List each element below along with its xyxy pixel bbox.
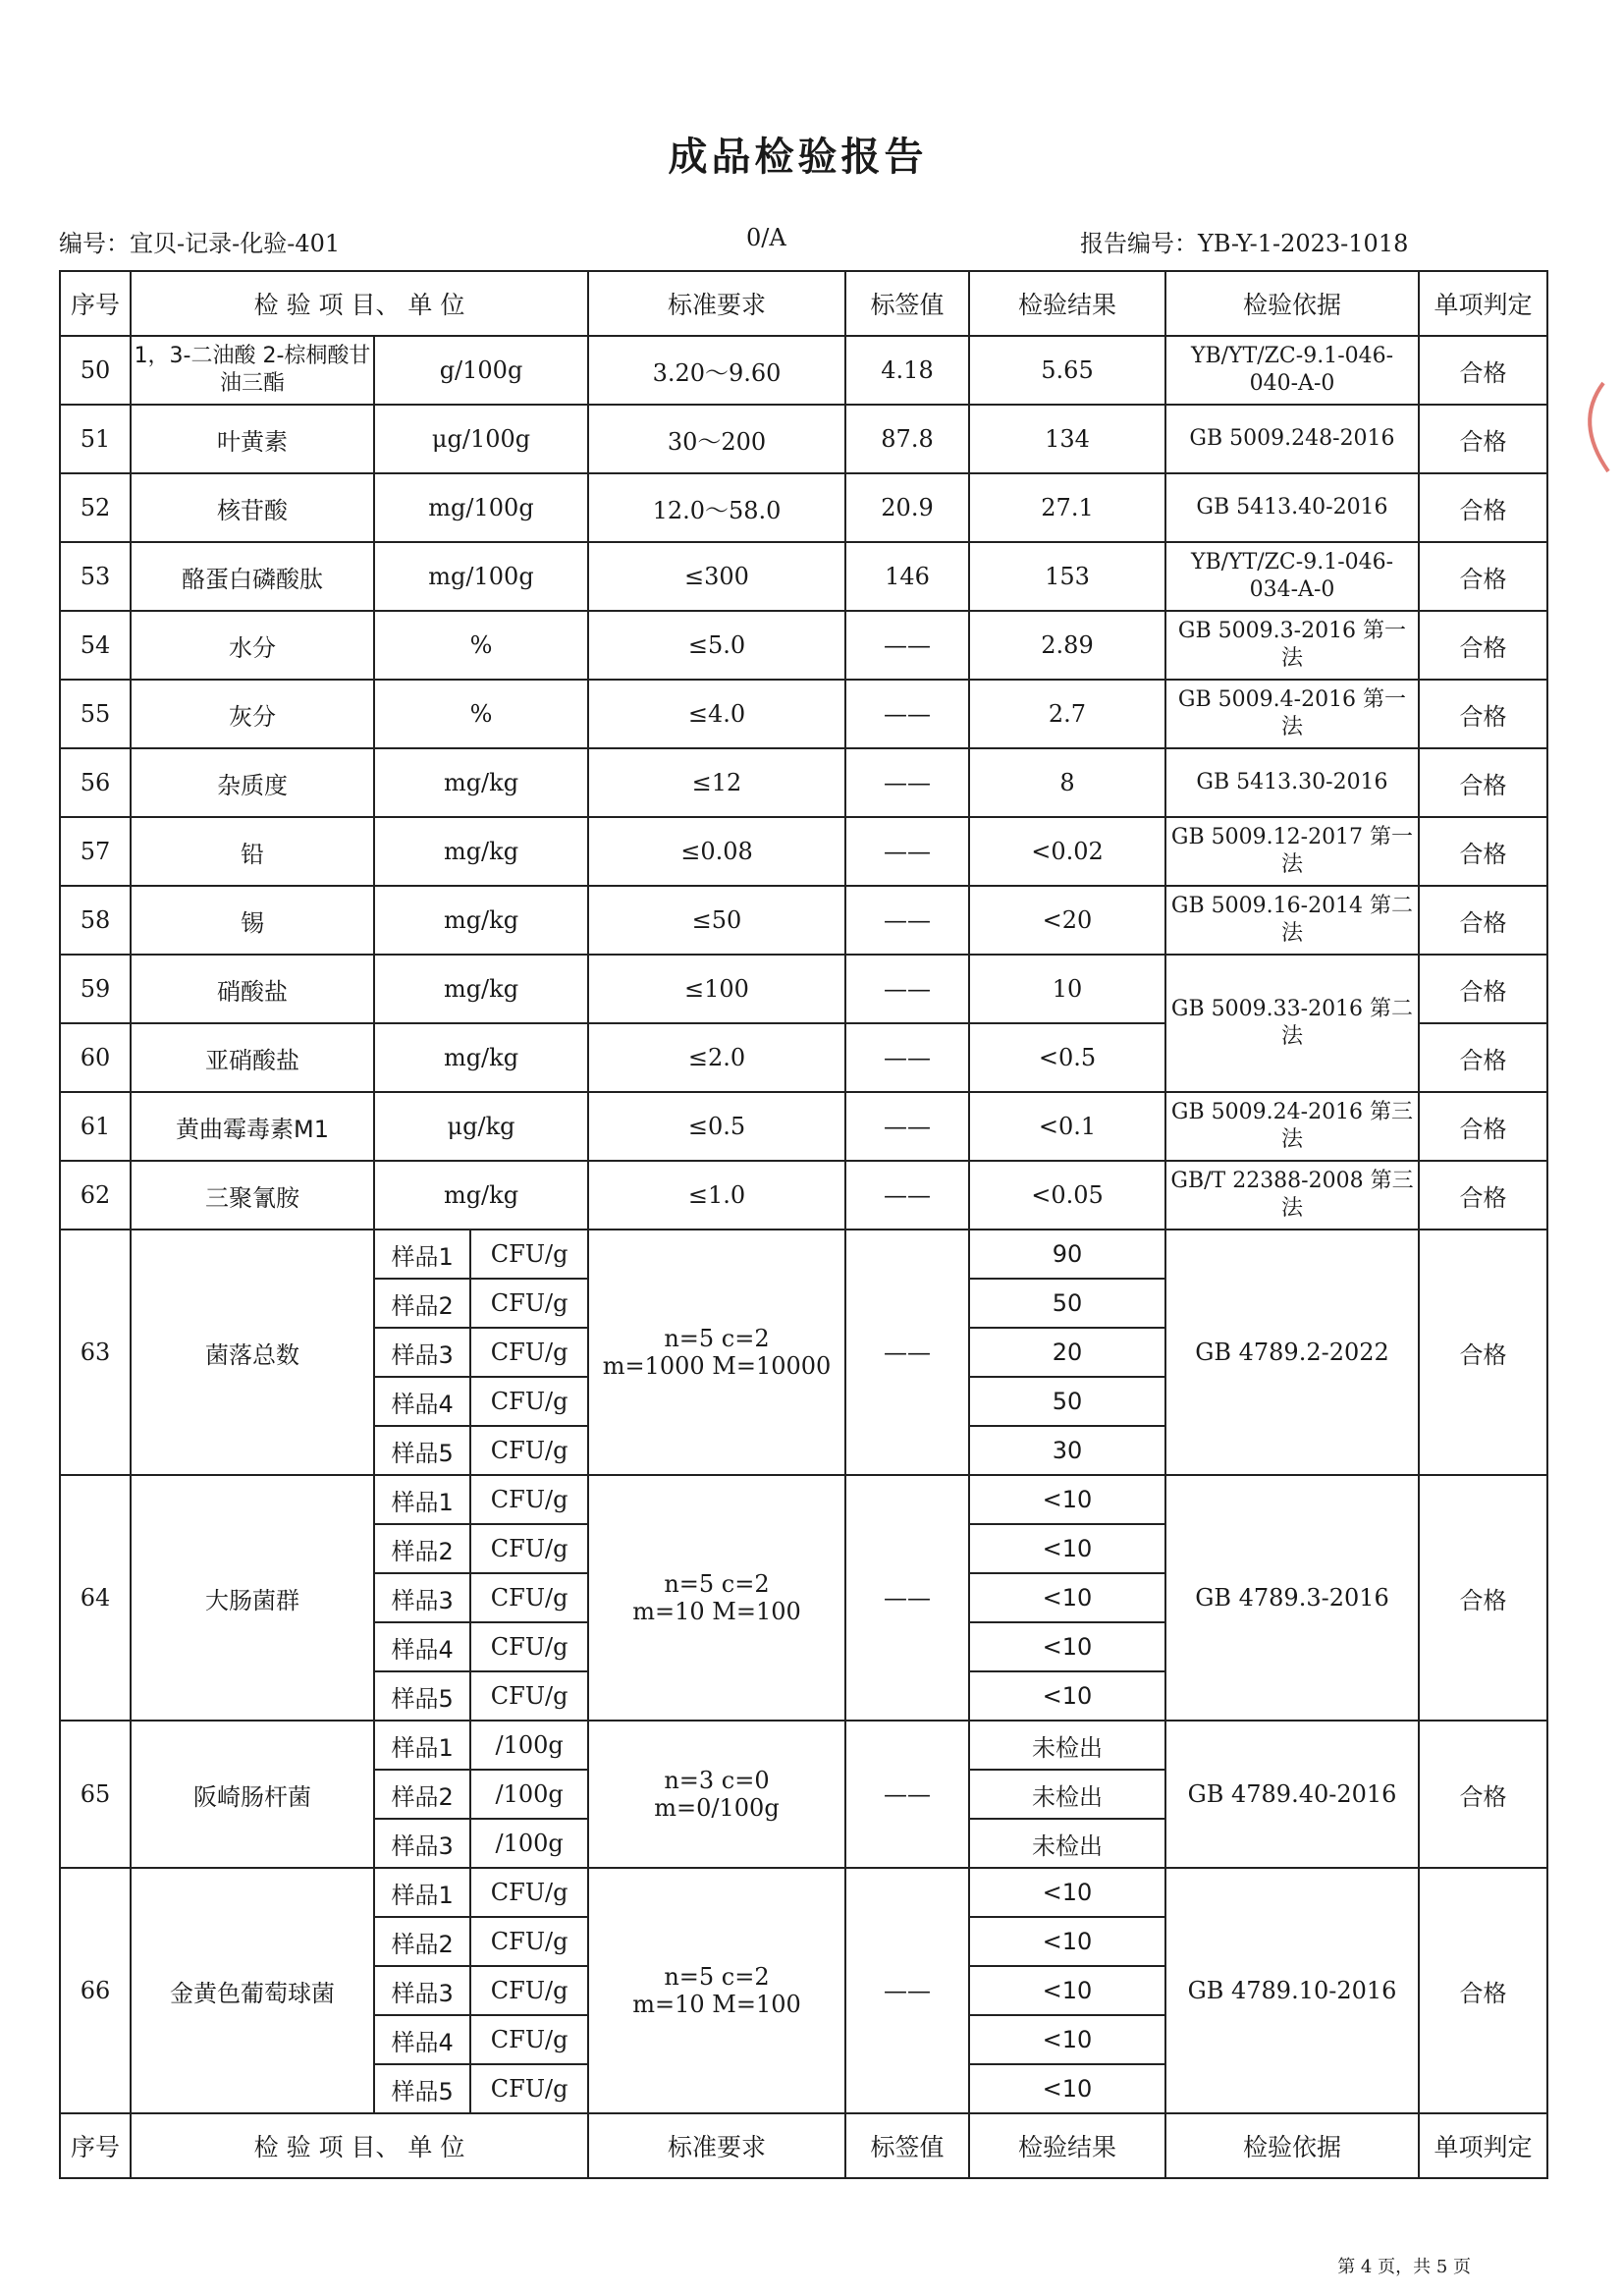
sample-wrap bbox=[375, 1722, 587, 1769]
sample-result: <10 bbox=[969, 2064, 1165, 2113]
table-header-row-bottom bbox=[60, 2113, 1547, 2178]
sample-cell bbox=[374, 1573, 588, 1622]
verdict: 合格 bbox=[1419, 1023, 1547, 1092]
sample-wrap bbox=[375, 1820, 587, 1867]
verdict: 合格 bbox=[1419, 680, 1547, 748]
column-header: 单项判定 bbox=[1419, 2113, 1547, 2178]
verdict: 合格 bbox=[1419, 473, 1547, 542]
label-value: —— bbox=[845, 1161, 969, 1230]
test-item: 灰分 bbox=[131, 680, 374, 748]
sample-name: 样品1 bbox=[375, 1476, 471, 1523]
sample-cell bbox=[374, 1475, 588, 1524]
row-number: 54 bbox=[60, 611, 131, 680]
sample-unit: CFU/g bbox=[490, 1388, 568, 1415]
sample-result: 50 bbox=[969, 1377, 1165, 1426]
table-row bbox=[60, 405, 1547, 473]
test-unit: mg/kg bbox=[374, 1161, 588, 1230]
requirement-line-1: n=5 c=2 bbox=[664, 1325, 770, 1352]
sample-unit: CFU/g bbox=[490, 1682, 568, 1710]
row-number: 55 bbox=[60, 680, 131, 748]
label-value: 4.18 bbox=[845, 336, 969, 405]
verdict: 合格 bbox=[1419, 405, 1547, 473]
table-row bbox=[60, 473, 1547, 542]
row-number: 66 bbox=[60, 1868, 131, 2113]
test-item: 酪蛋白磷酸肽 bbox=[131, 542, 374, 611]
test-method: GB 4789.40-2016 bbox=[1165, 1721, 1419, 1868]
sample-unit: CFU/g bbox=[490, 1584, 568, 1612]
test-unit: mg/kg bbox=[374, 817, 588, 886]
standard-requirement: ≤0.08 bbox=[588, 817, 845, 886]
sample-result: 30 bbox=[969, 1426, 1165, 1475]
column-header: 检验结果 bbox=[969, 271, 1165, 336]
sample-unit: CFU/g bbox=[490, 1486, 568, 1513]
row-number: 57 bbox=[60, 817, 131, 886]
verdict: 合格 bbox=[1419, 1161, 1547, 1230]
sample-cell bbox=[374, 1230, 588, 1279]
test-method: GB 5009.4-2016 第一法 bbox=[1165, 680, 1419, 748]
version-number: 0/A bbox=[746, 224, 786, 251]
requirement-line-1: n=5 c=2 bbox=[664, 1963, 770, 1991]
test-item: 菌落总数 bbox=[131, 1230, 374, 1475]
verdict: 合格 bbox=[1419, 1092, 1547, 1161]
column-header: 序号 bbox=[60, 271, 131, 336]
sample-unit: /100g bbox=[495, 1830, 564, 1857]
test-unit: % bbox=[374, 680, 588, 748]
sample-unit: CFU/g bbox=[490, 1289, 568, 1317]
test-method: GB 4789.2-2022 bbox=[1165, 1230, 1419, 1475]
red-stamp-mark bbox=[1564, 363, 1623, 501]
test-unit: mg/100g bbox=[374, 542, 588, 611]
row-number: 56 bbox=[60, 748, 131, 817]
sample-cell bbox=[374, 1917, 588, 1966]
column-header: 标签值 bbox=[845, 271, 969, 336]
test-item: 水分 bbox=[131, 611, 374, 680]
sample-cell bbox=[374, 1377, 588, 1426]
sample-wrap bbox=[375, 1329, 587, 1376]
sample-unit: CFU/g bbox=[490, 1879, 568, 1906]
sample-cell bbox=[374, 1328, 588, 1377]
sample-cell bbox=[374, 1868, 588, 1917]
label-value: —— bbox=[845, 680, 969, 748]
standard-requirement: ≤4.0 bbox=[588, 680, 845, 748]
table-row bbox=[60, 1868, 1547, 1917]
sample-result: <10 bbox=[969, 1671, 1165, 1721]
sample-wrap bbox=[375, 1476, 587, 1523]
sample-name: 样品3 bbox=[375, 1967, 471, 2014]
sample-result: 90 bbox=[969, 1230, 1165, 1279]
sample-wrap bbox=[375, 1918, 587, 1965]
column-header: 检 验 项 目、 单 位 bbox=[131, 2113, 588, 2178]
column-header: 标准要求 bbox=[588, 271, 845, 336]
test-item: 大肠菌群 bbox=[131, 1475, 374, 1721]
row-number: 50 bbox=[60, 336, 131, 405]
sample-wrap bbox=[375, 2016, 587, 2063]
standard-requirement: 3.20～9.60 bbox=[588, 336, 845, 405]
sample-wrap bbox=[375, 1869, 587, 1916]
standard-requirement: ≤300 bbox=[588, 542, 845, 611]
sample-cell bbox=[374, 1524, 588, 1573]
inspection-table bbox=[59, 270, 1548, 2179]
verdict: 合格 bbox=[1419, 611, 1547, 680]
standard-requirement: ≤100 bbox=[588, 955, 845, 1023]
label-value: 146 bbox=[845, 542, 969, 611]
sample-cell bbox=[374, 1721, 588, 1770]
page-title: 成品检验报告 bbox=[668, 135, 928, 180]
page-footer: 第 4 页，共 5 页 bbox=[1337, 2257, 1471, 2277]
sample-name: 样品2 bbox=[375, 1525, 471, 1572]
test-result: <0.05 bbox=[969, 1161, 1165, 1230]
row-number: 60 bbox=[60, 1023, 131, 1092]
label-value: —— bbox=[845, 748, 969, 817]
standard-requirement bbox=[588, 1475, 845, 1721]
verdict: 合格 bbox=[1419, 955, 1547, 1023]
sample-wrap bbox=[375, 1672, 587, 1720]
test-result: 2.7 bbox=[969, 680, 1165, 748]
sample-result: <10 bbox=[969, 1524, 1165, 1573]
sample-name: 样品4 bbox=[375, 1623, 471, 1670]
sample-wrap bbox=[375, 1280, 587, 1327]
sample-name: 样品2 bbox=[375, 1918, 471, 1965]
sample-wrap bbox=[375, 1230, 587, 1278]
column-header: 标签值 bbox=[845, 2113, 969, 2178]
requirement-line-1: n=3 c=0 bbox=[664, 1767, 770, 1794]
sample-result: <10 bbox=[969, 1868, 1165, 1917]
sample-result: 未检出 bbox=[969, 1721, 1165, 1770]
sample-unit: CFU/g bbox=[490, 1977, 568, 2004]
standard-requirement: 12.0～58.0 bbox=[588, 473, 845, 542]
verdict: 合格 bbox=[1419, 1721, 1547, 1868]
test-method: GB 5009.24-2016 第三法 bbox=[1165, 1092, 1419, 1161]
sample-name: 样品5 bbox=[375, 1427, 471, 1474]
verdict: 合格 bbox=[1419, 336, 1547, 405]
column-header: 检验依据 bbox=[1165, 2113, 1419, 2178]
row-number: 53 bbox=[60, 542, 131, 611]
test-item: 杂质度 bbox=[131, 748, 374, 817]
test-method: GB 5009.248-2016 bbox=[1165, 405, 1419, 473]
test-method: GB 5009.33-2016 第二法 bbox=[1165, 955, 1419, 1092]
test-result: <0.02 bbox=[969, 817, 1165, 886]
sample-unit: CFU/g bbox=[490, 1437, 568, 1464]
column-header: 单项判定 bbox=[1419, 271, 1547, 336]
test-item: 叶黄素 bbox=[131, 405, 374, 473]
standard-requirement: ≤0.5 bbox=[588, 1092, 845, 1161]
test-item: 硝酸盐 bbox=[131, 955, 374, 1023]
sample-unit: CFU/g bbox=[490, 2075, 568, 2103]
test-result: 2.89 bbox=[969, 611, 1165, 680]
table-row bbox=[60, 955, 1547, 1023]
test-item: 亚硝酸盐 bbox=[131, 1023, 374, 1092]
sample-wrap bbox=[375, 1623, 587, 1670]
sample-cell bbox=[374, 1819, 588, 1868]
sample-cell bbox=[374, 1622, 588, 1671]
test-unit: μg/kg bbox=[374, 1092, 588, 1161]
label-value: —— bbox=[845, 1721, 969, 1868]
row-number: 61 bbox=[60, 1092, 131, 1161]
test-unit: μg/100g bbox=[374, 405, 588, 473]
sample-cell bbox=[374, 1426, 588, 1475]
sample-name: 样品1 bbox=[375, 1230, 471, 1278]
sample-result: <10 bbox=[969, 1966, 1165, 2015]
column-header: 标准要求 bbox=[588, 2113, 845, 2178]
table-row bbox=[60, 886, 1547, 955]
report-number: 报告编号：YB-Y-1-2023-1018 bbox=[1080, 230, 1409, 257]
row-number: 63 bbox=[60, 1230, 131, 1475]
test-result: 10 bbox=[969, 955, 1165, 1023]
test-method: GB 5413.40-2016 bbox=[1165, 473, 1419, 542]
column-header: 序号 bbox=[60, 2113, 131, 2178]
label-value: 87.8 bbox=[845, 405, 969, 473]
verdict: 合格 bbox=[1419, 1475, 1547, 1721]
label-value: —— bbox=[845, 1230, 969, 1475]
test-result: 153 bbox=[969, 542, 1165, 611]
sample-wrap bbox=[375, 1427, 587, 1474]
table-row bbox=[60, 542, 1547, 611]
row-number: 65 bbox=[60, 1721, 131, 1868]
sample-unit: /100g bbox=[495, 1780, 564, 1808]
test-method: GB/T 22388-2008 第三法 bbox=[1165, 1161, 1419, 1230]
table-row bbox=[60, 1230, 1547, 1279]
sample-name: 样品2 bbox=[375, 1280, 471, 1327]
record-number: 编号：宜贝-记录-化验-401 bbox=[59, 230, 341, 257]
sample-cell bbox=[374, 1279, 588, 1328]
sample-result: 未检出 bbox=[969, 1770, 1165, 1819]
standard-requirement bbox=[588, 1230, 845, 1475]
label-value: —— bbox=[845, 1868, 969, 2113]
test-method: YB/YT/ZC-9.1-046-040-A-0 bbox=[1165, 336, 1419, 405]
label-value: 20.9 bbox=[845, 473, 969, 542]
test-result: <0.1 bbox=[969, 1092, 1165, 1161]
standard-requirement: ≤2.0 bbox=[588, 1023, 845, 1092]
test-method: GB 5009.16-2014 第二法 bbox=[1165, 886, 1419, 955]
test-item: 黄曲霉毒素M1 bbox=[131, 1092, 374, 1161]
test-item: 1，3-二油酸 2-棕桐酸甘油三酯 bbox=[131, 336, 374, 405]
test-item: 铅 bbox=[131, 817, 374, 886]
test-method: GB 4789.3-2016 bbox=[1165, 1475, 1419, 1721]
requirement-line-2: m=10 M=100 bbox=[632, 1598, 801, 1625]
table-row bbox=[60, 611, 1547, 680]
test-item: 金黄色葡萄球菌 bbox=[131, 1868, 374, 2113]
test-method: GB 5413.30-2016 bbox=[1165, 748, 1419, 817]
row-number: 62 bbox=[60, 1161, 131, 1230]
label-value: —— bbox=[845, 1023, 969, 1092]
sample-result: 未检出 bbox=[969, 1819, 1165, 1868]
sample-unit: CFU/g bbox=[490, 2026, 568, 2053]
label-value: —— bbox=[845, 886, 969, 955]
standard-requirement bbox=[588, 1868, 845, 2113]
sample-result: <10 bbox=[969, 2015, 1165, 2064]
verdict: 合格 bbox=[1419, 817, 1547, 886]
sample-result: 20 bbox=[969, 1328, 1165, 1377]
sample-name: 样品2 bbox=[375, 1771, 471, 1818]
standard-requirement: ≤5.0 bbox=[588, 611, 845, 680]
requirement-line-1: n=5 c=2 bbox=[664, 1570, 770, 1598]
test-item: 核苷酸 bbox=[131, 473, 374, 542]
sample-unit: /100g bbox=[495, 1731, 564, 1759]
test-method: GB 5009.3-2016 第一法 bbox=[1165, 611, 1419, 680]
row-number: 51 bbox=[60, 405, 131, 473]
test-method: YB/YT/ZC-9.1-046-034-A-0 bbox=[1165, 542, 1419, 611]
standard-requirement bbox=[588, 1721, 845, 1868]
row-number: 52 bbox=[60, 473, 131, 542]
table-row bbox=[60, 1475, 1547, 1524]
test-item: 三聚氰胺 bbox=[131, 1161, 374, 1230]
label-value: —— bbox=[845, 1092, 969, 1161]
sample-name: 样品1 bbox=[375, 1869, 471, 1916]
verdict: 合格 bbox=[1419, 1230, 1547, 1475]
table-row bbox=[60, 817, 1547, 886]
test-unit: mg/100g bbox=[374, 473, 588, 542]
test-result: 5.65 bbox=[969, 336, 1165, 405]
sample-wrap bbox=[375, 1574, 587, 1621]
row-number: 59 bbox=[60, 955, 131, 1023]
table-row bbox=[60, 1161, 1547, 1230]
sample-cell bbox=[374, 2064, 588, 2113]
test-method: GB 4789.10-2016 bbox=[1165, 1868, 1419, 2113]
standard-requirement: ≤50 bbox=[588, 886, 845, 955]
sample-wrap bbox=[375, 1967, 587, 2014]
test-unit: mg/kg bbox=[374, 886, 588, 955]
row-number: 58 bbox=[60, 886, 131, 955]
requirement-line-2: m=0/100g bbox=[654, 1794, 780, 1822]
test-result: <20 bbox=[969, 886, 1165, 955]
sample-cell bbox=[374, 2015, 588, 2064]
test-item: 阪崎肠杆菌 bbox=[131, 1721, 374, 1868]
table-row bbox=[60, 1092, 1547, 1161]
label-value: —— bbox=[845, 1475, 969, 1721]
test-method: GB 5009.12-2017 第一法 bbox=[1165, 817, 1419, 886]
standard-requirement: ≤1.0 bbox=[588, 1161, 845, 1230]
test-item: 锡 bbox=[131, 886, 374, 955]
requirement-line-2: m=10 M=100 bbox=[632, 1991, 801, 2018]
sample-name: 样品5 bbox=[375, 1672, 471, 1720]
sample-result: <10 bbox=[969, 1917, 1165, 1966]
verdict: 合格 bbox=[1419, 886, 1547, 955]
sample-cell bbox=[374, 1671, 588, 1721]
label-value: —— bbox=[845, 817, 969, 886]
label-value: —— bbox=[845, 611, 969, 680]
sample-name: 样品1 bbox=[375, 1722, 471, 1769]
sample-name: 样品4 bbox=[375, 1378, 471, 1425]
column-header: 检验结果 bbox=[969, 2113, 1165, 2178]
sample-result: 50 bbox=[969, 1279, 1165, 1328]
table-row bbox=[60, 748, 1547, 817]
table-row bbox=[60, 1721, 1547, 1770]
label-value: —— bbox=[845, 955, 969, 1023]
test-result: <0.5 bbox=[969, 1023, 1165, 1092]
requirement-line-2: m=1000 M=10000 bbox=[602, 1352, 832, 1380]
sample-name: 样品3 bbox=[375, 1820, 471, 1867]
test-unit: g/100g bbox=[374, 336, 588, 405]
sample-wrap bbox=[375, 1525, 587, 1572]
sample-wrap bbox=[375, 1378, 587, 1425]
test-result: 27.1 bbox=[969, 473, 1165, 542]
sample-unit: CFU/g bbox=[490, 1928, 568, 1955]
test-unit: mg/kg bbox=[374, 1023, 588, 1092]
test-result: 8 bbox=[969, 748, 1165, 817]
sample-name: 样品5 bbox=[375, 2065, 471, 2112]
test-unit: % bbox=[374, 611, 588, 680]
sample-wrap bbox=[375, 1771, 587, 1818]
test-result: 134 bbox=[969, 405, 1165, 473]
sample-cell bbox=[374, 1770, 588, 1819]
sample-result: <10 bbox=[969, 1622, 1165, 1671]
sample-unit: CFU/g bbox=[490, 1339, 568, 1366]
standard-requirement: ≤12 bbox=[588, 748, 845, 817]
sample-name: 样品3 bbox=[375, 1574, 471, 1621]
sample-unit: CFU/g bbox=[490, 1240, 568, 1268]
table-row bbox=[60, 336, 1547, 405]
column-header: 检验依据 bbox=[1165, 271, 1419, 336]
test-unit: mg/kg bbox=[374, 748, 588, 817]
sample-name: 样品3 bbox=[375, 1329, 471, 1376]
verdict: 合格 bbox=[1419, 1868, 1547, 2113]
column-header: 检 验 项 目、 单 位 bbox=[131, 271, 588, 336]
row-number: 64 bbox=[60, 1475, 131, 1721]
table-row bbox=[60, 680, 1547, 748]
sample-result: <10 bbox=[969, 1475, 1165, 1524]
test-unit: mg/kg bbox=[374, 955, 588, 1023]
standard-requirement: 30～200 bbox=[588, 405, 845, 473]
sample-name: 样品4 bbox=[375, 2016, 471, 2063]
sample-wrap bbox=[375, 2065, 587, 2112]
sample-cell bbox=[374, 1966, 588, 2015]
sample-unit: CFU/g bbox=[490, 1535, 568, 1562]
verdict: 合格 bbox=[1419, 542, 1547, 611]
sample-result: <10 bbox=[969, 1573, 1165, 1622]
table-header-row-top bbox=[60, 271, 1547, 336]
verdict: 合格 bbox=[1419, 748, 1547, 817]
sample-unit: CFU/g bbox=[490, 1633, 568, 1661]
